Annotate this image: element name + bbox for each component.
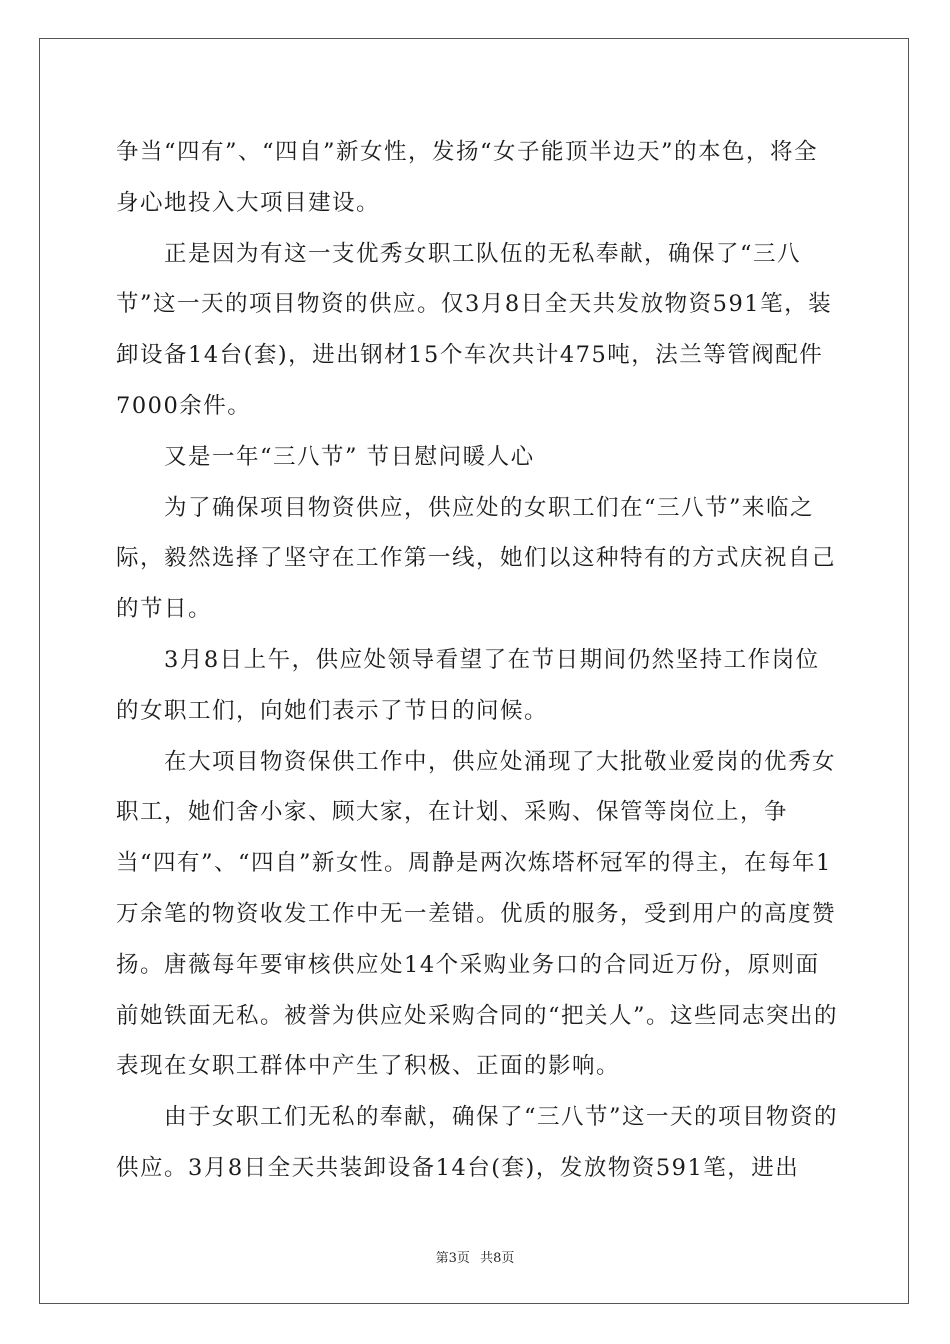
page-footer xyxy=(0,1247,950,1266)
paragraph-5: 3月8日上午，供应处领导看望了在节日期间仍然坚持工作岗位的女职工们，向她们表示了节日的问候。 xyxy=(116,646,820,724)
paragraph-6: 在大项目物资保供工作中，供应处涌现了大批敬业爱岗的优秀女职工，她们舍小家、顾大家，在计划、采购、保管等岗位上，争当“四有”、“四自”新女性。周静是两次炼塔杯冠军的得主，在每年1万余笔的物资收发工作中无一差错。优质的服务，受到用户的高度赞扬。唐薇每年要审核供应处14个采购业务口的合同近万份，原则面前她铁面无私。被誉为供应处采购合同的“把关人”。这些同志突出的表现在女职工群体中产生了积极、正面的影响。 xyxy=(116,748,839,1080)
paragraph-heading: 又是一年“三八节” 节日慰问暖人心 xyxy=(164,443,535,470)
total-pages-label: 共8页 xyxy=(480,1251,515,1266)
current-page-label: 第3页 xyxy=(435,1251,470,1266)
paragraph-4: 为了确保项目物资供应，供应处的女职工们在“三八节”来临之际，毅然选择了坚守在工作第一线，她们以这种特有的方式庆祝自己的节日。 xyxy=(116,494,837,623)
paragraph-2: 正是因为有这一支优秀女职工队伍的无私奉献，确保了“三八节”这一天的项目物资的供应。仅3月8日全天共发放物资591笔，装卸设备14台(套)，进出钢材15个车次共计475吨，法兰等管阀配件7000余件。 xyxy=(116,240,833,419)
paragraph-7: 由于女职工们无私的奉献，确保了“三八节”这一天的项目物资的供应。3月8日全天共装卸设备14台(套)，发放物资591笔，进出 xyxy=(116,1104,839,1181)
paragraph-1: 争当“四有”、“四自”新女性，发扬“女子能顶半边天”的本色，将全身心地投入大项目建设。 xyxy=(116,139,819,216)
document-body xyxy=(116,127,838,1194)
